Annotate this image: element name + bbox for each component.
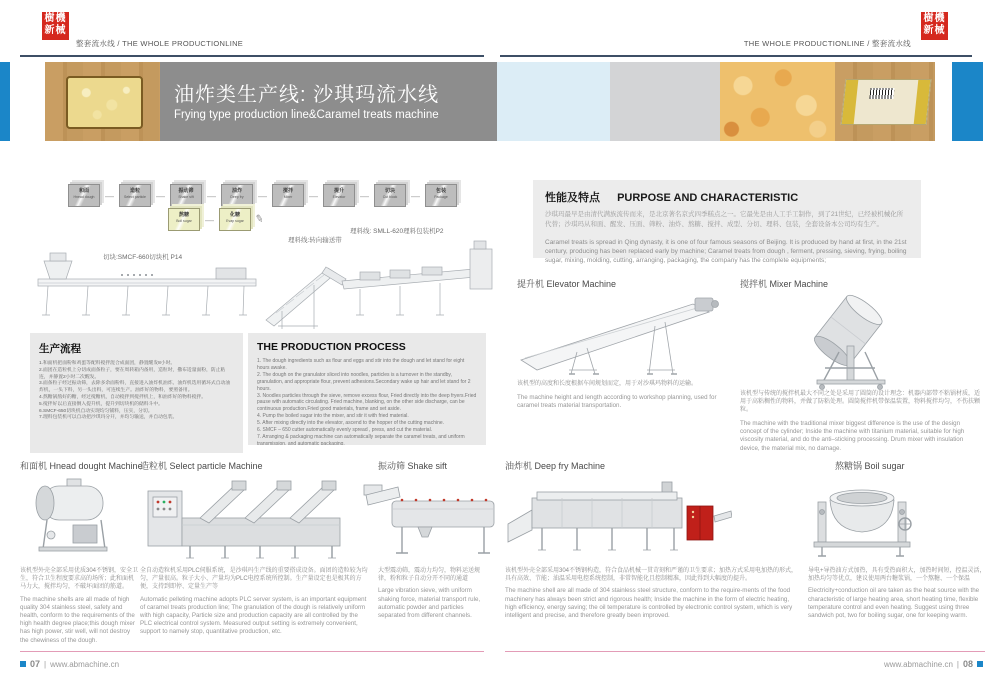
production-line-drawing — [30, 223, 495, 335]
purpose-body-en: Caramel treats is spread in Qing dynasty, it is one of four famous seasons of Beijing. It is produced by hand at first, in the 21st century, producing has been replaced early by machine; Caramel treats from dough , ferment, pressing, sieving, frying, boiling sugar, mixing, molding, cutting, arranging, packaging, the company has the complete equipments; — [545, 239, 907, 264]
package-bag — [841, 79, 932, 125]
process-step-en: 5. After mixing directly into the elevator, ascend to the hopper of the cutting machine. — [257, 420, 445, 427]
photo-caramel-treat — [45, 62, 160, 141]
dough-machine-image — [25, 477, 120, 557]
footer-right — [884, 659, 983, 669]
footer-rule-left — [20, 651, 484, 652]
footer-site-link[interactable]: www.abmachine.cn — [50, 659, 120, 669]
machine-title-dough: 和面机 Hnead dought Machine — [20, 461, 143, 471]
photo-caramel-closeup — [720, 62, 835, 141]
process-step-en: 3. Noodles particles through the sieve, remove excess flour, Fried directly into the deep fryers.Fried pause with automatic circulating. Fried machine, blanking, on the other side discharge, can be continuous production.Fried good materials, frame and set aside. — [257, 392, 477, 413]
machine-desc-dough-en: The machine shells are all made of high quality 304 stainless steel, safety and health, conform to the requirements of the high health degree place;this dough mixer has high power, stir well, will not destroy the chewiness of the dough. — [20, 595, 135, 644]
machine-desc-mixer-en: The machine with the traditional mixer biggest difference is the use of the design concept of the cylinder; Inside the machine with titanium material, suitable for high viscosity material, and do the anti–sticking processing. Drum mixer with insulation device, the material mix, no damage. — [740, 420, 965, 452]
brand-seal-row2: 新械 — [923, 25, 946, 36]
pencil-icon: ✎ — [253, 213, 265, 226]
banner-panel-lightgray — [610, 62, 720, 141]
flow-step-granulate: 造粒 Select particle — [119, 184, 151, 207]
elevator-machine-image — [515, 292, 730, 377]
page-number-left: 07 — [30, 659, 41, 669]
page-title-cn: 油炸类生产线: 沙琪玛流水线 — [174, 84, 440, 106]
process-step-cn: 6.SMCF-650切块机自动实现均匀铺料，压实，分切。 — [39, 408, 153, 414]
process-step-cn: 2.面团在造粒机上分切成面条粒子，要在周转箱内备用，造粒时，撒布适量面粉，防止粘连，并静置2小时二次醒发。 — [39, 367, 226, 380]
flow-dash: — — [156, 190, 165, 201]
machine-desc-sift-en: Large vibration sieve, with uniform shaking force, material transport rule, automatic powder and particles separated from different channels. — [378, 587, 481, 620]
machine-desc-particle-en: Automatic pelleting machine adopts PLC server system, is an important equipment of caramel treats production line; The granulation of the dough is relatively uniform with high capacity, Particle size and production capacity are all controlled by the PLC electrical control system. Measured output setting is extremely convenient, support to namely stop, quantitative production, etc. — [140, 595, 367, 636]
machine-desc-particle-cn: 全自动造粒机采用PLC伺服系统，是沙琪玛生产线的重要搭成设备。面团的造粒较为均匀，产量很高。粒子大小、产量均为PLC电控系统所控制。生产量设定也是极其的方便，支持到即停、定量生产等 — [140, 568, 368, 591]
flow-dash: — — [258, 190, 267, 201]
sift-machine-image — [362, 473, 502, 558]
machine-desc-fry — [505, 567, 800, 620]
label-turn-conveyor: 理料线:转向输送带 — [288, 237, 342, 244]
machine-desc-sugar — [808, 567, 988, 620]
machine-desc-sift-cn: 大型震动筛，震动力均匀，物料运送规律，粉和粒子自动分开不同的通道 — [378, 568, 481, 583]
flow-step-boil-sugar: 熬糖 Boil sugar — [168, 208, 200, 231]
flow-step-mix: 搅拌 Mixer — [272, 184, 304, 207]
purpose-title-en: PURPOSE AND CHARACTERISTIC — [617, 192, 799, 204]
banner-right-blue-bar — [952, 62, 983, 141]
machine-desc-sugar-cn: 导电+导热油方式加热，具有受热面积大，加热时间短，控温灵活，加热均匀等优点，建议使用两台糖浆锅，一个熬糖、一个保温 — [808, 568, 986, 583]
footer-blue-square — [977, 661, 983, 667]
footer-separator: | — [44, 659, 47, 669]
machine-desc-dough-cn: 该机型外壳全部采用优质304不锈钢，安全卫生，符合卫生程度要求高的场所；此和面机马力大，搅拌均匀，不破坏面团的筋道。 — [20, 568, 139, 591]
flow-step-cut: 切块 Cut block — [374, 184, 406, 207]
flow-step-elevate: 提升 Elevator — [323, 184, 355, 207]
machine-title-mixer: 搅拌机 Mixer Machine — [740, 279, 829, 289]
purpose-box — [533, 180, 921, 264]
machine-desc-elevator-en: The machine height and length according to workshop planning, used for caramel treats material transportation. — [517, 394, 717, 410]
label-packer: 理料线: SMLL-620理料包装机P2 — [350, 228, 444, 235]
brand-seal-logo-right — [921, 12, 948, 40]
process-step-en: 4. Pump the boiled sugar into the mixer, and stir it with fried material. — [257, 413, 409, 420]
process-step-en: 2. The dough on the granulator sliced into noodles, particles is a turnover in the standby, granulation, and appropriate flour, prevent adhesions.Secondary wake up hair and let stand for 2 hours. — [257, 371, 471, 392]
banner-left-blue-bar — [0, 62, 10, 141]
footer-rule-right — [505, 651, 985, 652]
machine-title-particle: 造粒机 Select particle Machine — [140, 461, 263, 471]
process-step-en: 6. SMCF – 650 cutter automatically evenly spread , press, and cut the material. — [257, 427, 433, 434]
caramel-treat-block — [66, 76, 144, 129]
machine-desc-dough — [20, 567, 138, 645]
label-cutter: 切块:SMCF-660切块机 P14 — [103, 254, 183, 261]
title-banner — [160, 62, 497, 141]
flow-dash: — — [360, 190, 369, 201]
sugar-kettle-image — [812, 468, 912, 560]
flow-dash: — — [309, 190, 318, 201]
flow-step-melt-sugar: 化糖 Evap sugar — [219, 208, 251, 231]
brand-seal-row2: 新械 — [44, 25, 67, 36]
footer-separator: | — [956, 659, 959, 669]
page-title-en: Frying type production line&Caramel treats machine — [174, 109, 439, 121]
production-process-cn-title: 生产流程 — [39, 343, 81, 355]
machine-title-elevator: 提升机 Elevator Machine — [517, 279, 617, 289]
brand-seal-row1: 樹機 — [923, 13, 946, 24]
process-step-cn: 1.和面机把面粉和鸡蛋等配料搅拌混合成面团，静置醒发8小时。 — [39, 361, 176, 366]
brand-seal-logo — [42, 12, 69, 40]
purpose-body-cn: 沙琪玛最早是由清代满族流传而来，是北京著名京式四季糕点之一。它最先是由人工手工制作，到了21世纪，已经被机械化所代替；沙琪玛从和面、醒发、压面、筛粉、油炸、熬糖、搅拌、成型、分切、理料、包装，全套设备本公司均有生产。 — [545, 211, 904, 228]
process-step-cn: 4.熬糖锅熬好的糖，经过搅糖机，自动搅拌到搅拌机上，和油炸好的物料搅拌。 — [39, 394, 207, 400]
flow-dash: — — [411, 190, 420, 201]
header-tagline-left: 整套流水线 / THE WHOLE PRODUCTIONLINE — [76, 39, 244, 48]
brand-seal-row1: 樹機 — [44, 13, 67, 24]
machine-title-sugar: 熬糖锅 Boil sugar — [835, 461, 905, 471]
footer-blue-square — [20, 661, 26, 667]
header-rule-left — [20, 55, 484, 57]
process-step-cn: 3.面条粒子经过振动筛，去除多余面粉料，直接进入油炸机油炸。油炸机选用循环式自动油炸机，一头下料，另一头出料，可连续生产。油炸好的物料，要照备用。 — [39, 381, 231, 394]
process-flow-diagram — [68, 184, 457, 207]
flow-step-sift: 振动筛 Shake sift — [170, 184, 202, 207]
flow-step-pack: 包装 Package — [425, 184, 457, 207]
machine-desc-mixer-cn: 该机型与传统的搅拌机最大不同之处是采用了圆筒的设计理念：机器内部带不粘锅材质，适用于高粘稠性的物料，并做了防粘处理。圆筒搅拌机带保温装置，物料搅拌均匀，不伤扶颗粒。 — [740, 391, 981, 414]
production-process-cn-box — [30, 333, 243, 453]
flow-dash: — — [105, 190, 114, 201]
machine-desc-sugar-en: Electricity+conduction oil are taken as the heat source with the characteristic of large heating area, short heating time, flexible temperature control and even heating. Suggest using three sandwich pot, two for boiling sugar, one for keeping warm. — [808, 587, 980, 620]
machine-desc-sift — [378, 567, 490, 620]
header-rule-right — [500, 55, 972, 57]
process-step-en: 1. The dough ingredients such as flour and eggs and stir into the dough and let stand for eight hours awake. — [257, 358, 465, 371]
process-step-cn: 5.搅拌好以后直接倒入提升机，提升到切块机的储料斗中。 — [39, 401, 163, 407]
machine-title-fry: 油炸机 Deep fry Machine — [505, 461, 606, 471]
machine-title-sift: 振动筛 Shake sift — [378, 461, 448, 471]
barcode — [869, 88, 894, 100]
banner-panel-lightblue — [497, 62, 610, 141]
production-process-en-box — [248, 333, 486, 445]
production-process-en-title: THE PRODUCTION PROCESS — [257, 341, 406, 353]
purpose-title-cn: 性能及特点 — [545, 192, 600, 204]
machine-desc-fry-en: The machine shell are all made of 304 stainless steel structure, conform to the require-ments of the food machinery has always been strict and rigorous health; Inside the machine in the form of electric heating, high efficiency, energy saving; the oil temperature is controlled by electronic control system, which is very intelligent and precise, and therefore greatly been improved. — [505, 587, 793, 620]
photo-packaged-product — [835, 62, 935, 141]
particle-machine-image — [140, 473, 350, 561]
flow-step-knead: 和面 Hnead dough — [68, 184, 100, 207]
machine-desc-fry-cn: 该机型外壳全部采用304不锈钢构造，符合食品机械一贯苛刻和严谨的卫生要求；加热方式采用电加热的形式，具有高效、节能；油温采用电控系统控制，非常智能化且控制精准，因此得到大幅度的提升。 — [505, 568, 798, 583]
machine-desc-particle — [140, 567, 368, 637]
fry-machine-image — [502, 468, 732, 560]
header-tagline-right: THE WHOLE PRODUCTIONLINE / 整套流水线 — [743, 39, 911, 48]
flow-step-fry: 油炸 Deep fry — [221, 184, 253, 207]
flow-dash: — — [205, 214, 214, 225]
machine-desc-elevator-cn: 该机型的高度和长度根据车间规划而定，用于对沙琪玛物料的运输。 — [517, 381, 698, 387]
process-step-en: 7. Arranging & packaging machine can automatically separate the caramel treats, and uniform transmission, and automatic packaging. — [257, 433, 465, 445]
process-step-cn: 7.理料包装机可以自动把沙琪玛分开，并均匀输送，并自动包装。 — [39, 415, 178, 421]
footer-left — [20, 659, 119, 669]
footer-site-link[interactable]: www.abmachine.cn — [883, 659, 953, 669]
page-number-right: 08 — [962, 659, 973, 669]
flow-dash: — — [207, 190, 216, 201]
mixer-machine-image — [795, 290, 905, 390]
